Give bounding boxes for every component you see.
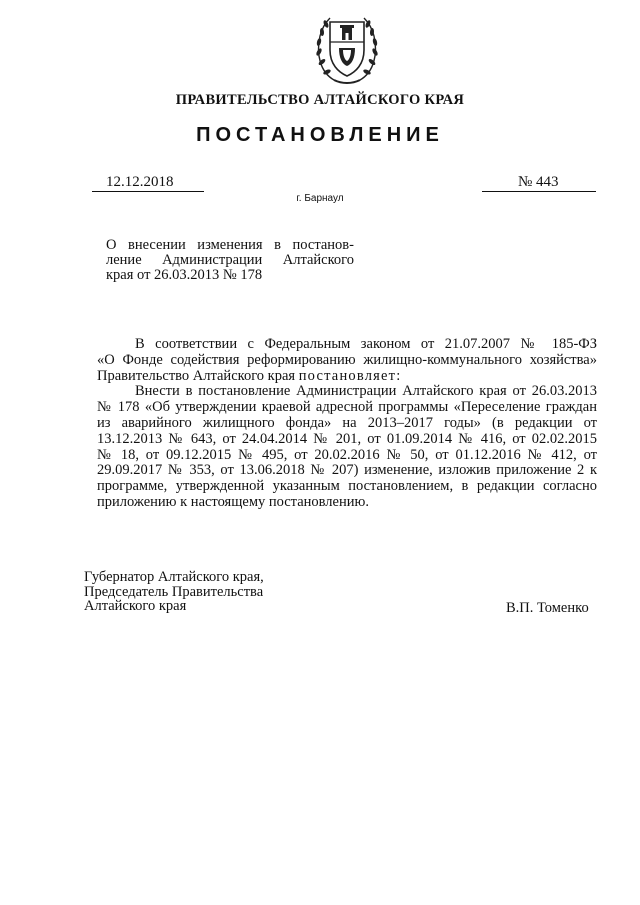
- signatory-name: В.П. Томенко: [506, 600, 589, 616]
- position-line: Алтайского края: [84, 598, 187, 614]
- decree-subject: [106, 238, 354, 283]
- coat-of-arms-icon: [312, 10, 382, 88]
- paragraph-line: 29.09.2017 № 353, от 13.06.2018 № 207) изменение, изложив приложение 2 к: [97, 462, 597, 479]
- paragraph-line: № 178 «Об утверждении краевой адресной программы «Переселение граждан: [97, 399, 597, 416]
- decree-number: № 443: [482, 173, 596, 192]
- decree-date: 12.12.2018: [92, 173, 204, 192]
- paragraph-line: из аварийного жилищного фонда» на 2013–2017 годы» (в редакции от: [97, 414, 597, 431]
- document-type-title: ПОСТАНОВЛЕНИЕ: [196, 124, 444, 146]
- paragraph-line: [97, 369, 597, 385]
- paragraph-line: приложению к настоящему постановлению.: [97, 493, 369, 510]
- subject-line: О внесении изменения в постанов-: [106, 237, 354, 253]
- paragraph-line: 13.12.2013 № 643, от 24.04.2014 № 201, от 01.09.2014 № 416, от 02.02.2015: [97, 430, 597, 447]
- signatory-position: [84, 570, 264, 614]
- paragraph-line: «О Фонде содействия реформированию жилищно-коммунального хозяйства»: [97, 351, 597, 368]
- paragraph-line: В соответствии с Федеральным законом от 21.07.2007 № 185-ФЗ: [135, 336, 597, 352]
- paragraph-line: программе, утвержденной указанным постановлением, в редакции согласно: [97, 478, 597, 495]
- decree-body: [97, 337, 597, 511]
- position-line: Председатель Правительства: [84, 583, 264, 600]
- resolution-suffix: :: [396, 367, 401, 384]
- resolution-prefix: Правительство Алтайского края: [97, 367, 299, 384]
- paragraph-line: № 18, от 09.12.2015 № 495, от 20.02.2016 № 50, от 01.12.2016 № 412, от: [97, 446, 597, 463]
- subject-line: края от 26.03.2013 № 178: [106, 267, 263, 283]
- subject-line: ление Администрации Алтайского: [106, 252, 354, 268]
- government-title: ПРАВИТЕЛЬСТВО АЛТАЙСКОГО КРАЯ: [175, 92, 465, 108]
- position-line: Губернатор Алтайского края,: [84, 569, 264, 585]
- resolution-word: постановляет: [298, 367, 397, 384]
- paragraph-line: Внести в постановление Администрации Алтайского края от 26.03.2013: [135, 383, 597, 400]
- city-label: г. Барнаул: [296, 193, 344, 204]
